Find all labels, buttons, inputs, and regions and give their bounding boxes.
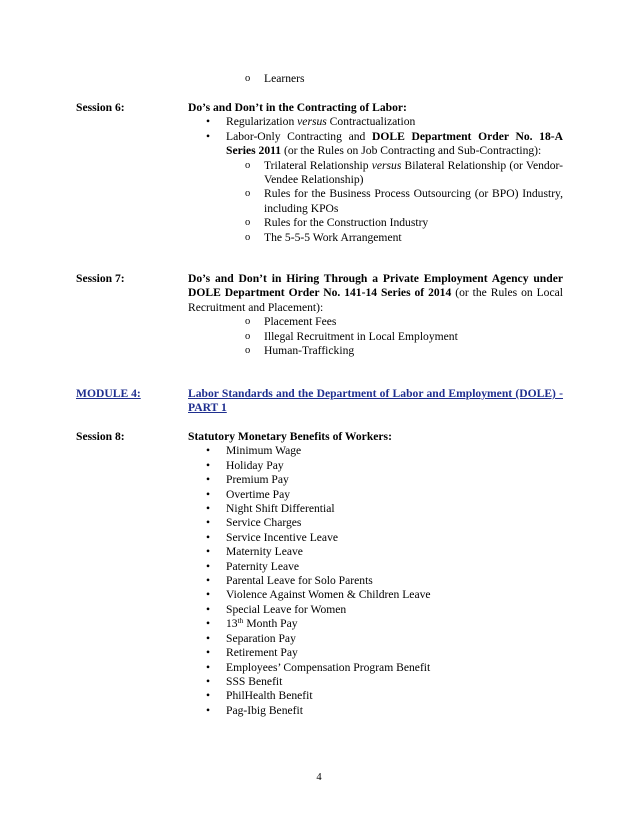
session-6-title: Do’s and Don’t in the Contracting of Labor: [188, 101, 407, 114]
bullet-icon: • [206, 602, 211, 616]
list-item: • Separation Pay [206, 631, 296, 645]
session-7-title: Do’s and Don’t in Hiring Through a Private Employment Agency under DOLE Department Order No. 141-14 Series of 2014 (or the Rules on Local Recruitment and Placement): [188, 272, 563, 314]
bullet-icon: • [206, 559, 211, 573]
session-7-label: Session 7: [76, 272, 125, 285]
circle-bullet-icon: o [245, 316, 251, 328]
bullet-icon: • [206, 689, 211, 703]
bullet-icon: • [206, 530, 211, 544]
list-item: • Night Shift Differential [206, 502, 335, 516]
bullet-icon: • [206, 129, 211, 143]
bullet-icon: • [206, 660, 211, 674]
bullet-icon: • [206, 588, 211, 602]
circle-bullet-icon: o [245, 73, 251, 84]
list-item: • Violence Against Women & Children Leave [206, 588, 431, 602]
list-item: • Premium Pay [206, 473, 289, 487]
bullet-icon: • [206, 617, 211, 631]
session-8-content [188, 430, 563, 718]
module-4-label[interactable]: MODULE 4: [76, 387, 141, 400]
sub-list-item: o Trilateral Relationship versus Bilateral Relationship (or Vendor-Vendee Relationship) [245, 158, 564, 187]
bullet-icon: • [206, 674, 211, 688]
bullet-icon: • [206, 703, 211, 717]
bullet-icon: • [206, 646, 211, 660]
bullet-icon: • [206, 115, 211, 129]
sub-list-item: o The 5-5-5 Work Arrangement [245, 230, 402, 244]
bullet-icon: • [206, 545, 211, 559]
bullet-icon: • [206, 444, 211, 458]
list-item: • Retirement Pay [206, 646, 298, 660]
benefits-list [188, 444, 563, 617]
list-item: • Labor-Only Contracting and DOLE Department Order No. 18-A Series 2011 (or the Rules on Job Contracting and Sub-Contracting): [206, 129, 564, 158]
sub-list-item: o Rules for the Business Process Outsourcing (or BPO) Industry, including KPOs [245, 187, 563, 215]
circle-bullet-icon: o [245, 231, 251, 243]
page-number: 4 [316, 772, 322, 783]
sub-list-item: o Rules for the Construction Industry [245, 216, 429, 230]
list-item: • Maternity Leave [206, 545, 303, 559]
session-6-content [188, 101, 563, 245]
session-6-label: Session 6: [76, 101, 125, 114]
circle-bullet-icon: o [245, 330, 251, 342]
list-item: • Parental Leave for Solo Parents [206, 574, 373, 588]
bullet-icon: • [206, 458, 211, 472]
bullet-icon: • [206, 574, 211, 588]
session-7-content [188, 272, 563, 358]
learners-item: o Learners [245, 72, 305, 85]
sub-list-item: o Illegal Recruitment in Local Employment [245, 329, 458, 343]
bullet-icon: • [206, 502, 211, 516]
list-item: • Employees’ Compensation Program Benefit [206, 660, 431, 674]
sub-list-item: o Placement Fees [245, 315, 337, 329]
session-8-label: Session 8: [76, 430, 125, 443]
circle-bullet-icon: o [245, 345, 251, 357]
list-item: • Special Leave for Women [206, 602, 347, 616]
circle-bullet-icon: o [245, 188, 251, 200]
sub-list-item: o Human-Trafficking [245, 344, 355, 358]
bullet-icon: • [206, 473, 211, 487]
bullet-icon: • [206, 487, 211, 501]
list-item: • Overtime Pay [206, 487, 291, 501]
list-item: • Holiday Pay [206, 458, 284, 472]
module-4-title[interactable]: Labor Standards and the Department of Labor and Employment (DOLE) - PART 1 [188, 387, 563, 415]
circle-bullet-icon: o [245, 217, 251, 229]
list-item: • Pag-Ibig Benefit [206, 703, 303, 717]
list-item: • Service Charges [206, 516, 302, 530]
list-item: • PhilHealth Benefit [206, 689, 313, 703]
list-item: • SSS Benefit [206, 674, 283, 688]
circle-bullet-icon: o [245, 159, 251, 171]
bullet-icon: • [206, 631, 211, 645]
list-item: • Regularization versus Contractualization [206, 115, 416, 129]
session-8-title: Statutory Monetary Benefits of Workers: [188, 430, 392, 443]
list-item: • Minimum Wage [206, 444, 302, 458]
bullet-icon: • [206, 516, 211, 530]
list-item: • 13th Month Pay [206, 616, 298, 631]
list-item: • Service Incentive Leave [206, 530, 339, 544]
list-item: • Paternity Leave [206, 559, 300, 573]
benefits-list-continued [188, 632, 563, 718]
